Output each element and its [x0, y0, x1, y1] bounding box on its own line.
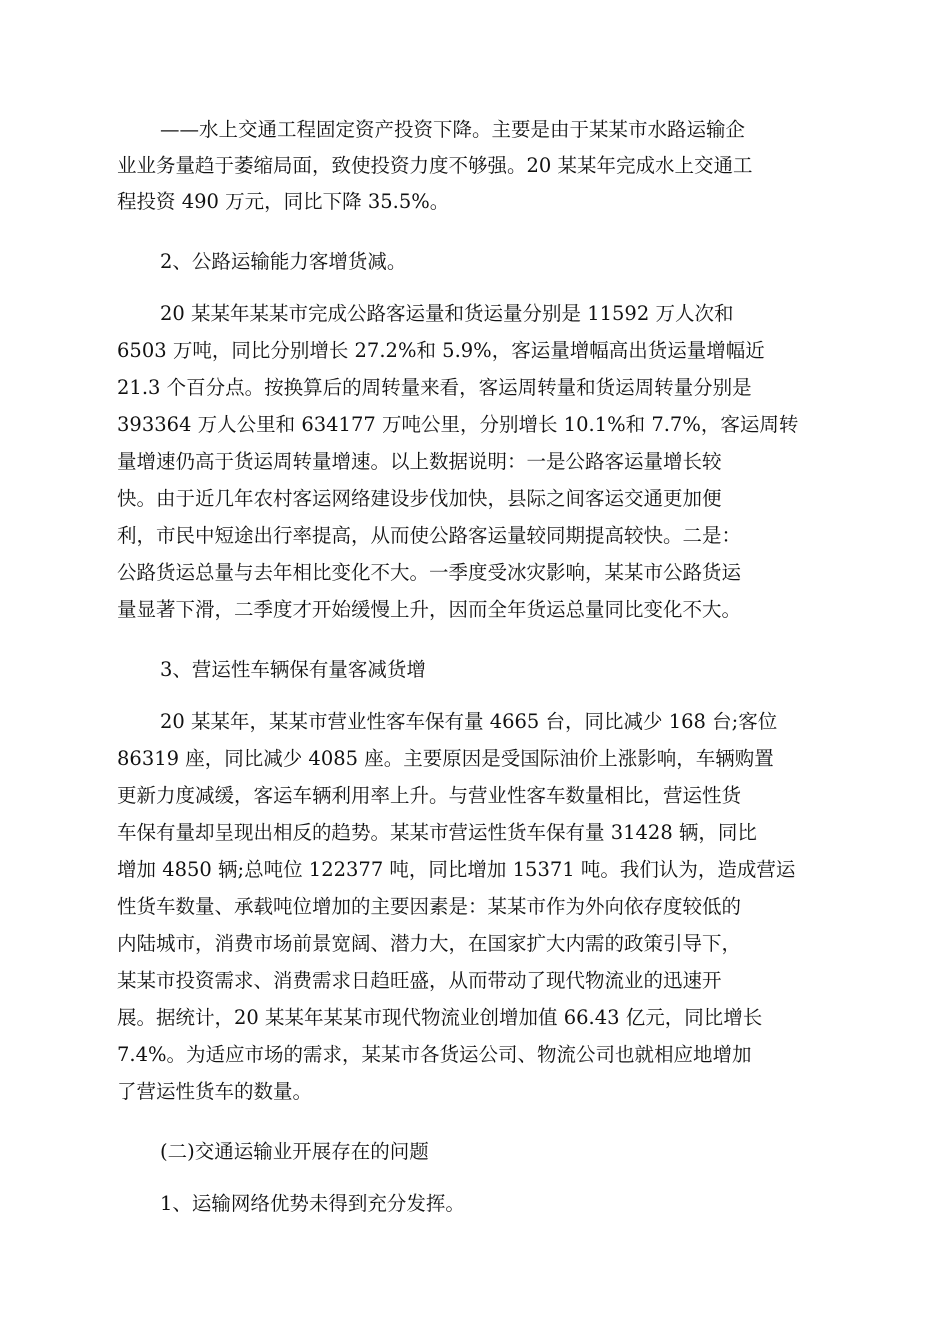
paragraph-road-line-8: 公路货运总量与去年相比变化不大。一季度受冰灾影响，某某市公路货运 — [117, 561, 742, 584]
paragraph-water-line-1: ——水上交通工程固定资产投资下降。主要是由于某某市水路运输企 — [160, 118, 746, 141]
paragraph-road-line-6: 快。由于近几年农村客运网络建设步伐加快，县际之间客运交通更加便 — [117, 487, 722, 510]
paragraph-road-line-7: 利，市民中短途出行率提高，从而使公路客运量较同期提高较快。二是： — [117, 524, 742, 547]
paragraph-vehicles-line-9: 展。据统计，20 某某年某某市现代物流业创增加值 66.43 亿元，同比增长 — [117, 1006, 763, 1029]
paragraph-vehicles-line-3: 更新力度减缓，客运车辆利用率上升。与营业性客车数量相比，营运性货 — [117, 784, 742, 807]
section-heading-problems: (二)交通运输业开展存在的问题 — [160, 1140, 429, 1163]
paragraph-road-line-2: 6503 万吨，同比分别增长 27.2%和 5.9%，客运量增幅高出货运量增幅近 — [117, 339, 765, 362]
paragraph-road-line-1: 20 某某年某某市完成公路客运量和货运量分别是 11592 万人次和 — [160, 302, 734, 325]
paragraph-road-line-3: 21.3 个百分点。按换算后的周转量来看，客运周转量和货运周转量分别是 — [117, 376, 752, 399]
section-heading-vehicles: 3、营运性车辆保有量客减货增 — [160, 658, 426, 681]
paragraph-vehicles-line-5: 增加 4850 辆;总吨位 122377 吨，同比增加 15371 吨。我们认为，造成营运 — [117, 858, 796, 881]
paragraph-vehicles-line-2: 86319 座，同比减少 4085 座。主要原因是受国际油价上涨影响，车辆购置 — [117, 747, 774, 770]
paragraph-road-line-9: 量显著下滑，二季度才开始缓慢上升，因而全年货运总量同比变化不大。 — [117, 598, 742, 621]
paragraph-water-line-2: 业业务量趋于萎缩局面，致使投资力度不够强。20 某某年完成水上交通工 — [117, 154, 753, 177]
paragraph-vehicles-line-4: 车保有量却呈现出相反的趋势。某某市营运性货车保有量 31428 辆，同比 — [117, 821, 757, 844]
section-heading-network: 1、运输网络优势未得到充分发挥。 — [160, 1192, 465, 1215]
paragraph-vehicles-line-10: 7.4%。为适应市场的需求，某某市各货运公司、物流公司也就相应地增加 — [117, 1043, 752, 1066]
paragraph-vehicles-line-1: 20 某某年，某某市营业性客车保有量 4665 台，同比减少 168 台;客位 — [160, 710, 778, 733]
paragraph-water-line-3: 程投资 490 万元，同比下降 35.5%。 — [117, 190, 450, 213]
section-heading-road-transport: 2、公路运输能力客增货减。 — [160, 250, 407, 273]
paragraph-road-line-4: 393364 万人公里和 634177 万吨公里，分别增长 10.1%和 7.7%，客运周转 — [117, 413, 799, 436]
paragraph-vehicles-line-8: 某某市投资需求、消费需求日趋旺盛，从而带动了现代物流业的迅速开 — [117, 969, 722, 992]
paragraph-vehicles-line-6: 性货车数量、承载吨位增加的主要因素是：某某市作为外向依存度较低的 — [117, 895, 742, 918]
paragraph-road-line-5: 量增速仍高于货运周转量增速。以上数据说明：一是公路客运量增长较 — [117, 450, 722, 473]
paragraph-vehicles-line-7: 内陆城市，消费市场前景宽阔、潜力大，在国家扩大内需的政策引导下， — [117, 932, 742, 955]
paragraph-vehicles-line-11: 了营运性货车的数量。 — [117, 1080, 313, 1103]
